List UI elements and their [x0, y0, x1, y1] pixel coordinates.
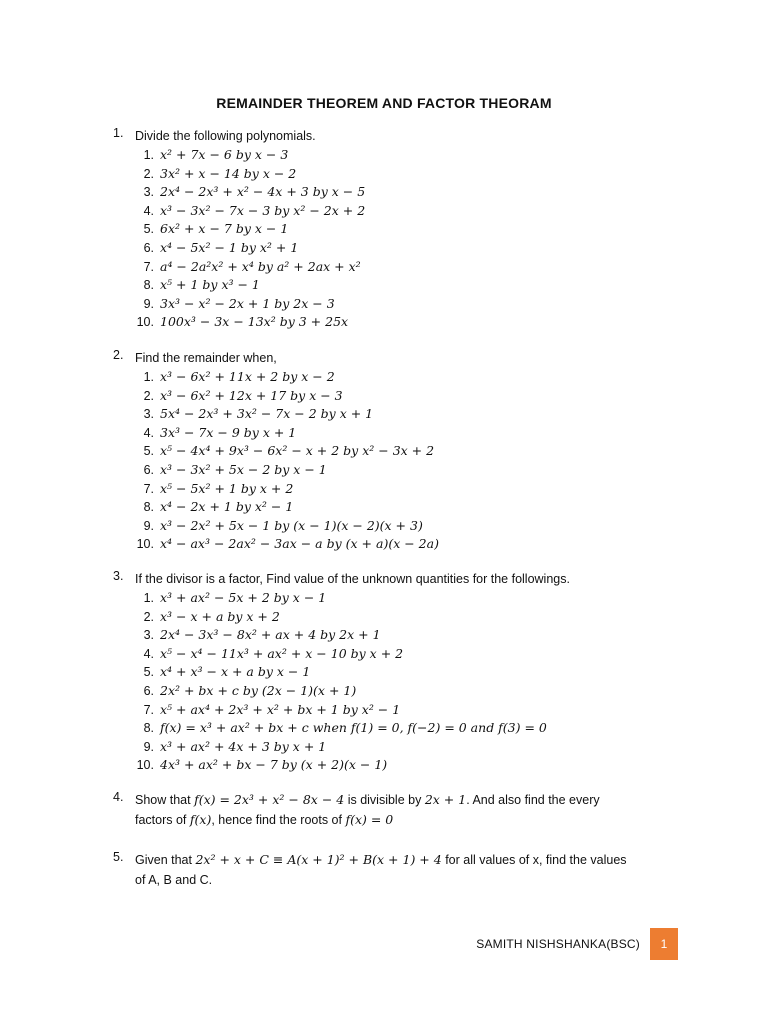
item-number: 7. [143, 259, 154, 274]
math-expression: 2x⁴ − 2x³ + x² − 4x + 3 by x − 5 [160, 184, 366, 200]
list-item [130, 517, 673, 536]
question-number: 4. [113, 790, 124, 804]
item-number: 3. [143, 407, 154, 422]
math-expression: x³ − 6x² + 11x + 2 by x − 2 [160, 369, 335, 384]
math-expression: 6x² + x − 7 by x − 1 [160, 221, 289, 237]
question-3 [113, 569, 673, 775]
math-expression: 100x³ − 3x − 13x² by 3 + 25x [160, 314, 349, 330]
question-4-line-2: factors of f(x), hence find the roots of f(x) = 0 [135, 812, 394, 827]
question-number: 2. [113, 348, 124, 362]
list-item [130, 165, 673, 184]
math-expression: 4x³ + ax² + bx − 7 by (x + 2)(x − 1) [160, 757, 388, 773]
item-number: 6. [143, 240, 154, 255]
item-number: 1. [143, 148, 154, 162]
item-number: 1. [143, 370, 154, 384]
math-expression: x⁵ − x⁴ − 11x³ + ax² + x − 10 by x + 2 [160, 645, 404, 661]
question-3-items [113, 589, 673, 775]
list-item [130, 663, 673, 682]
question-number: 1. [113, 126, 124, 140]
item-number: 4. [143, 646, 154, 661]
item-number: 4. [143, 425, 154, 440]
math-expression: x⁴ − 5x² − 1 by x² + 1 [160, 239, 299, 255]
list-item [130, 405, 673, 424]
item-number: 6. [143, 462, 154, 477]
math-expression: x⁴ − ax³ − 2ax² − 3ax − a by (x + a)(x − 2a) [160, 536, 439, 552]
item-number: 3. [143, 185, 154, 200]
question-text: If the divisor is a factor, Find value of the unknown quantities for the followings. [135, 572, 570, 586]
math-expression: x³ − 6x² + 12x + 17 by x − 3 [160, 387, 343, 403]
list-item [130, 701, 673, 720]
math-expression: x⁵ + ax⁴ + 2x³ + x² + bx + 1 by x² − 1 [160, 701, 401, 717]
item-number: 7. [143, 481, 154, 496]
list-item [130, 645, 673, 664]
math-expression: f(x) = x³ + ax² + bx + c when f(1) = 0, f(−2) = 0 and f(3) = 0 [160, 720, 547, 736]
question-1 [113, 126, 673, 332]
math-expression: x³ − 3x² + 5x − 2 by x − 1 [160, 461, 327, 477]
math-expression: x³ − 2x² + 5x − 1 by (x − 1)(x − 2)(x + 3) [160, 517, 423, 533]
list-item [130, 589, 673, 608]
list-item [130, 258, 673, 277]
question-5-line-1: Given that 2x² + x + C ≡ A(x + 1)² + B(x + 1) + 4 for all values of x, find the values [135, 852, 627, 867]
math-expression: x³ + ax² − 5x + 2 by x − 1 [160, 590, 327, 605]
math-expression: a⁴ − 2a²x² + x⁴ by a² + 2ax + x² [160, 258, 361, 274]
question-number: 5. [113, 850, 124, 864]
question-text: Divide the following polynomials. [135, 129, 316, 143]
page-number: 1 [650, 928, 678, 960]
page-footer [476, 928, 678, 960]
question-5 [113, 850, 673, 890]
math-expression: x⁵ + 1 by x³ − 1 [160, 277, 260, 293]
math-expression: x³ − 3x² − 7x − 3 by x² − 2x + 2 [160, 202, 366, 218]
math-expression: x⁵ − 4x⁴ + 9x³ − 6x² − x + 2 by x² − 3x + 2 [160, 443, 435, 459]
item-number: 7. [143, 702, 154, 717]
math-expression: x² + 7x − 6 by x − 3 [160, 147, 289, 162]
math-expression: 2x + 1 [424, 792, 467, 807]
math-expression: 3x³ − 7x − 9 by x + 1 [160, 424, 297, 440]
math-expression: 5x⁴ − 2x³ + 3x² − 7x − 2 by x + 1 [160, 406, 374, 422]
item-number: 6. [143, 683, 154, 698]
item-number: 4. [143, 203, 154, 218]
list-item [130, 183, 673, 202]
item-number: 9. [143, 296, 154, 311]
item-number: 5. [143, 222, 154, 237]
footer-author: SAMITH NISHSHANKA(BSC) [476, 937, 640, 951]
math-expression: x⁴ + x³ − x + a by x − 1 [160, 664, 311, 680]
math-expression: f(x) [189, 812, 212, 827]
list-item [130, 220, 673, 239]
math-expression: x⁴ − 2x + 1 by x² − 1 [160, 499, 294, 515]
item-number: 5. [143, 665, 154, 680]
list-item [130, 498, 673, 517]
item-number: 8. [143, 721, 154, 736]
math-expression: 2x² + x + C ≡ A(x + 1)² + B(x + 1) + 4 [195, 852, 442, 867]
math-expression: 2x² + bx + c by (2x − 1)(x + 1) [160, 682, 357, 698]
item-number: 3. [143, 628, 154, 643]
list-item [130, 608, 673, 627]
math-expression: 3x² + x − 14 by x − 2 [160, 165, 297, 181]
item-number: 2. [143, 388, 154, 403]
list-item [130, 756, 673, 775]
math-expression: 2x⁴ − 3x³ − 8x² + ax + 4 by 2x + 1 [160, 627, 381, 643]
math-expression: x³ − x + a by x + 2 [160, 608, 280, 624]
list-item [130, 239, 673, 258]
item-number: 8. [143, 278, 154, 293]
list-item [130, 480, 673, 499]
question-2 [113, 348, 673, 554]
item-number: 1. [143, 591, 154, 605]
item-number: 10. [136, 315, 154, 330]
item-number: 5. [143, 444, 154, 459]
question-2-items [113, 368, 673, 554]
list-item [130, 738, 673, 757]
list-item [130, 295, 673, 314]
list-item [130, 535, 673, 554]
item-number: 2. [143, 609, 154, 624]
list-item [130, 719, 673, 738]
question-4-line-1: Show that f(x) = 2x³ + x² − 8x − 4 is divisible by 2x + 1. And also find the every [135, 792, 600, 807]
question-text: Find the remainder when, [135, 351, 277, 365]
list-item [130, 682, 673, 701]
question-number: 3. [113, 569, 124, 583]
list-item [130, 424, 673, 443]
document-title: REMAINDER THEOREM AND FACTOR THEORAM [216, 95, 552, 111]
item-number: 9. [143, 739, 154, 754]
math-expression: f(x) = 2x³ + x² − 8x − 4 [194, 792, 345, 807]
math-expression: 3x³ − x² − 2x + 1 by 2x − 3 [160, 295, 335, 311]
question-5-line-2: of A, B and C. [135, 873, 213, 887]
item-number: 10. [136, 758, 154, 773]
item-number: 10. [136, 537, 154, 552]
list-item [130, 626, 673, 645]
math-expression: x⁵ − 5x² + 1 by x + 2 [160, 480, 294, 496]
item-number: 9. [143, 518, 154, 533]
list-item [130, 146, 673, 165]
list-item [130, 202, 673, 221]
list-item [130, 461, 673, 480]
list-item [130, 387, 673, 406]
item-number: 8. [143, 500, 154, 515]
math-expression: x³ + ax² + 4x + 3 by x + 1 [160, 738, 327, 754]
list-item [130, 442, 673, 461]
list-item [130, 313, 673, 332]
list-item [130, 276, 673, 295]
item-number: 2. [143, 166, 154, 181]
math-expression: f(x) = 0 [345, 812, 394, 827]
question-4 [113, 790, 673, 830]
list-item [130, 368, 673, 387]
question-1-items [113, 146, 673, 332]
